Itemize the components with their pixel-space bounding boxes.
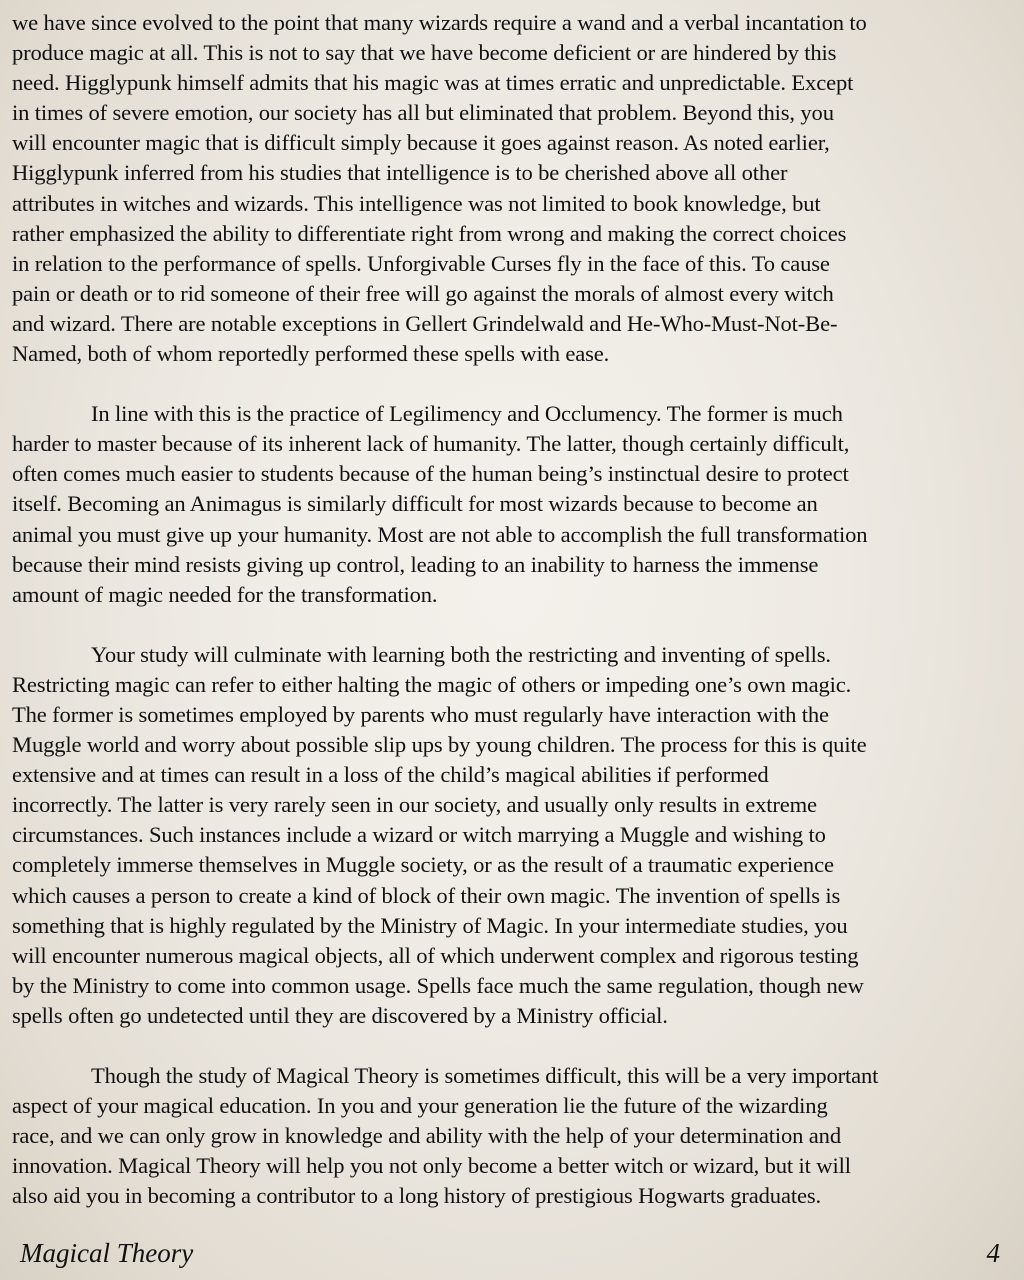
- text-line: something that is highly regulated by the Ministry of Magic. In your intermediate studies, you: [12, 912, 848, 938]
- text-line: Your study will culminate with learning both the restricting and inventing of spells.: [91, 641, 831, 667]
- paragraph-3: [12, 640, 1020, 1031]
- text-line: spells often go undetected until they are discovered by a Ministry official.: [12, 1002, 668, 1028]
- text-line: amount of magic needed for the transformation.: [12, 581, 438, 607]
- text-line: Higglypunk inferred from his studies that intelligence is to be cherished above all other: [12, 160, 788, 186]
- text-line: will encounter magic that is difficult simply because it goes against reason. As noted earlier,: [12, 130, 830, 156]
- text-line: and wizard. There are notable exceptions in Gellert Grindelwald and He-Who-Must-Not-Be-: [12, 310, 838, 336]
- text-line: aspect of your magical education. In you and your generation lie the future of the wizarding: [12, 1093, 828, 1119]
- page-number: 4: [986, 1238, 1000, 1268]
- body-text: [12, 8, 1020, 1241]
- text-line: in relation to the performance of spells. Unforgivable Curses fly in the face of this. To cause: [12, 250, 830, 276]
- text-line: Restricting magic can refer to either halting the magic of others or impeding one’s own magic.: [12, 671, 852, 697]
- text-line: Named, both of whom reportedly performed these spells with ease.: [12, 341, 610, 367]
- text-line: completely immerse themselves in Muggle society, or as the result of a traumatic experience: [12, 852, 834, 878]
- text-line: will encounter numerous magical objects, all of which underwent complex and rigorous testing: [12, 942, 859, 968]
- text-line: because their mind resists giving up control, leading to an inability to harness the immense: [12, 551, 819, 577]
- text-line: harder to master because of its inherent lack of humanity. The latter, though certainly difficult,: [12, 431, 850, 457]
- text-line: In line with this is the practice of Legilimency and Occlumency. The former is much: [91, 401, 843, 427]
- text-line: pain or death or to rid someone of their free will go against the morals of almost every witch: [12, 280, 834, 306]
- text-line: which causes a person to create a kind of block of their own magic. The invention of spells is: [12, 882, 841, 908]
- text-line: produce magic at all. This is not to say that we have become deficient or are hindered by this: [12, 40, 837, 66]
- text-line: circumstances. Such instances include a wizard or witch marrying a Muggle and wishing to: [12, 822, 826, 848]
- text-line: also aid you in becoming a contributor to a long history of prestigious Hogwarts graduates.: [12, 1183, 821, 1209]
- text-line: need. Higglypunk himself admits that his magic was at times erratic and unpredictable. Except: [12, 70, 854, 96]
- text-line: incorrectly. The latter is very rarely seen in our society, and usually only results in extreme: [12, 792, 817, 818]
- text-line: race, and we can only grow in knowledge and ability with the help of your determination and: [12, 1123, 841, 1149]
- text-line: Though the study of Magical Theory is sometimes difficult, this will be a very important: [91, 1063, 879, 1088]
- text-line: animal you must give up your humanity. Most are not able to accomplish the full transformation: [12, 521, 868, 547]
- text-line: rather emphasized the ability to differentiate right from wrong and making the correct choices: [12, 220, 847, 246]
- text-line: extensive and at times can result in a loss of the child’s magical abilities if performed: [12, 762, 769, 788]
- paragraph-2: [12, 399, 1020, 610]
- text-line: Muggle world and worry about possible slip ups by young children. The process for this is quite: [12, 732, 867, 758]
- text-line: itself. Becoming an Animagus is similarly difficult for most wizards because to become an: [12, 491, 818, 517]
- text-line: attributes in witches and wizards. This intelligence was not limited to book knowledge, but: [12, 190, 821, 216]
- text-line: often comes much easier to students because of the human being’s instinctual desire to protect: [12, 461, 849, 487]
- text-line: we have since evolved to the point that many wizards require a wand and a verbal incantation to: [12, 10, 867, 35]
- paragraph-1: [12, 8, 1020, 369]
- footer-title: Magical Theory: [20, 1238, 194, 1268]
- text-line: The former is sometimes employed by parents who must regularly have interaction with the: [12, 701, 829, 727]
- text-line: by the Ministry to come into common usage. Spells face much the same regulation, though new: [12, 972, 864, 998]
- text-line: innovation. Magical Theory will help you not only become a better witch or wizard, but it will: [12, 1153, 851, 1179]
- text-line: in times of severe emotion, our society has all but eliminated that problem. Beyond this, you: [12, 100, 834, 126]
- paragraph-4: [12, 1061, 1020, 1211]
